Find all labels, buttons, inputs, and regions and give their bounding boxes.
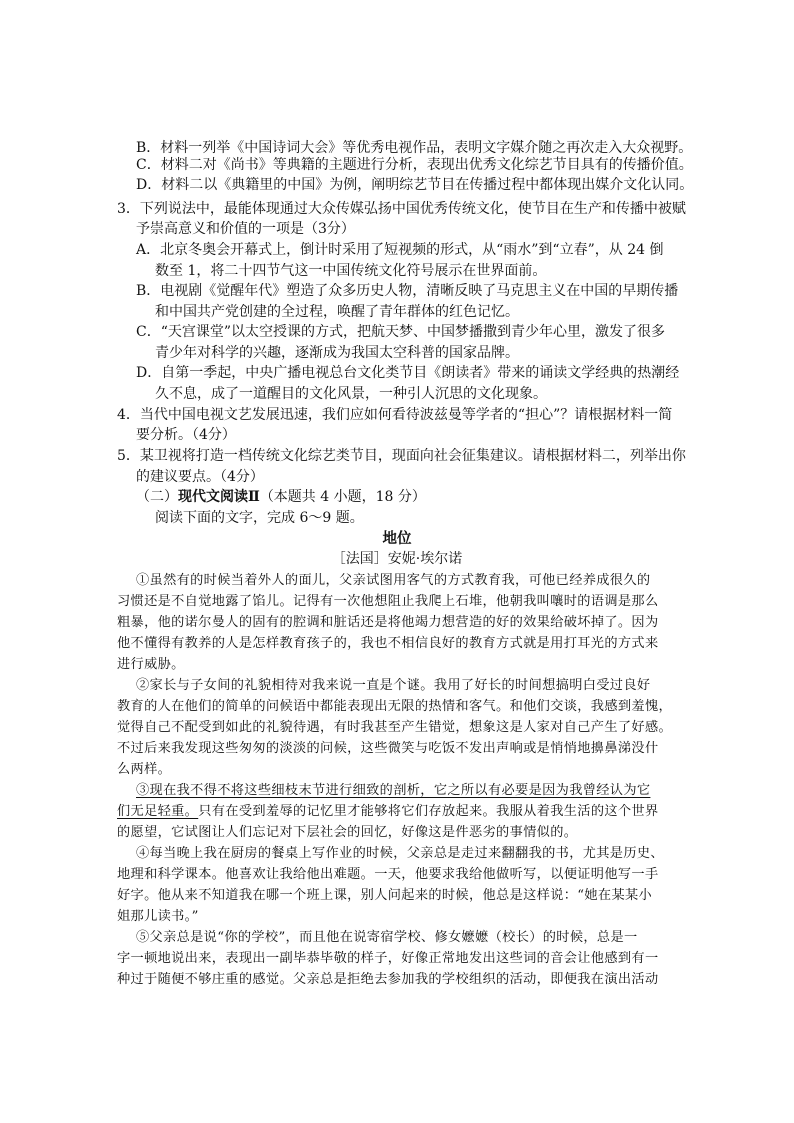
- p2-line2: 教育的人在他们的简单的问候语中都能表现出无限的热情和客气。和他们交谈，我感到羞愧，: [117, 699, 673, 714]
- q3-option-d-line1: D．自第一季起，中央广播电视总台文化类节目《朗读者》带来的诵读文学经典的热潮经: [136, 365, 680, 381]
- q3-option-a-line2: 数至 1，将二十四节气这一中国传统文化符号展示在世界面前。: [155, 263, 547, 279]
- p4-line1: ④每当晚上我在厨房的餐桌上写作业的时候，父亲总是走过来翻翻我的书，尤其是历史、: [136, 846, 664, 861]
- passage-author: ［法国］安妮·埃尔诺: [331, 551, 463, 567]
- p1-line2: 习惯还是不自觉地露了馅儿。记得有一次他想阻止我爬上石堆，他朝我叫嚷时的语调是那么: [117, 594, 659, 609]
- p1-line3: 粗暴，他的诺尔曼人的固有的腔调和脏话还是将他竭力想营造的好的效果给破坏掉了。因为: [117, 615, 659, 630]
- p2-line3: 觉得自己不配受到如此的礼貌待遇，有时我甚至产生错觉，想象这是人家对自己产生了好感。: [117, 720, 673, 735]
- p2-line5: 么两样。: [117, 762, 172, 777]
- q3-option-d-line2: 久不息，成了一道醒目的文化风景，一种引人沉思的文化现象。: [155, 386, 547, 402]
- section-heading-title: 现代文阅读Ⅱ: [178, 489, 260, 505]
- q3-option-b-line2: 和中国共产党创建的全过程，唤醒了青年群体的红色记忆。: [155, 304, 519, 320]
- question-3-line2: 予崇高意义和价值的一项是（3分）: [136, 221, 355, 237]
- q3-option-c-line2: 青少年对科学的兴趣，逐渐成为我国太空科普的国家品牌。: [155, 345, 519, 361]
- p5-line1: ⑤父亲总是说“你的学校”，而且他在说寄宿学校、修女嬷嬷（校长）的时候，总是一: [136, 930, 638, 945]
- p1-line5: 进行威胁。: [117, 657, 185, 672]
- q3-option-a-line1: A．北京冬奥会开幕式上，倒计时采用了短视频的形式，从“雨水”到“立春”，从 24 倒: [136, 242, 664, 258]
- p3-line1-underlined: ③现在我不得不将这些细枝末节进行细致的剖析，它之所以有必要是因为我曾经认为它: [136, 783, 651, 798]
- p4-line4: 姐那儿读书。”: [117, 909, 199, 924]
- question-4-line2: 要分析。（4分）: [136, 427, 236, 443]
- p2-line1: ②家长与子女间的礼貌相待对我来说一直是个谜。我用了好长的时间想搞明白受过良好: [136, 678, 651, 693]
- section-heading-prefix: （二）: [136, 489, 178, 505]
- p2-line4: 不过后来我发现这些匆匆的淡淡的问候，这些微笑与吃饭不发出声响或是悄悄地擤鼻涕没什: [117, 741, 659, 756]
- p3-line2-rest: 只有在受到羞辱的记忆里才能够将它们存放起来。我服从着我生活的这个世界: [198, 804, 659, 819]
- passage-title: 地位: [382, 530, 412, 547]
- section-heading: [136, 487, 426, 507]
- p4-line3: 好字。他从来不知道我在哪一个班上课，别人问起来的时候，他总是这样说：“她在某某小: [117, 888, 653, 903]
- question-5-line1: 5．某卫视将打造一档传统文化综艺类节目，现面向社会征集建议。请根据材料二，列举出你: [117, 448, 686, 464]
- section-heading-suffix: （本题共 4 小题，18 分）: [259, 489, 426, 505]
- option-c-prev: C．材料二对《尚书》等典籍的主题进行分析，表现出优秀文化综艺节目具有的传播价值。: [136, 157, 693, 173]
- p3-line2-underlined: 们无足轻重。: [117, 804, 199, 819]
- question-3-line1: 3．下列说法中，最能体现通过大众传媒弘扬中国优秀传统文化，使节目在生产和传播中被赋: [117, 201, 686, 217]
- p3-line3: 的愿望，它试图让人们忘记对下层社会的回忆，好像这是件恶劣的事情似的。: [117, 825, 578, 840]
- p1-line4: 他不懂得有教养的人是怎样教育孩子的，我也不相信良好的教育方式就是用打耳光的方式来: [117, 636, 659, 651]
- q3-option-b-line1: B．电视剧《觉醒年代》塑造了众多历史人物，清晰反映了马克思主义在中国的早期传播: [136, 283, 679, 299]
- q3-option-c-line1: C．“天宫课堂”以太空授课的方式，把航天梦、中国梦播撒到青少年心里，激发了很多: [136, 324, 666, 340]
- option-b-prev: B．材料一列举《中国诗词大会》等优秀电视作品，表明文字媒介随之再次走入大众视野。: [136, 140, 693, 156]
- question-4-line1: 4．当代中国电视文艺发展迅速，我们应如何看待波兹曼等学者的“担心”？请根据材料一简: [117, 407, 673, 423]
- option-d-prev: D．材料二以《典籍里的中国》为例，阐明综艺节目在传播过程中都体现出媒介文化认同。: [136, 177, 694, 193]
- p5-line2: 字一顿地说出来，表现出一副毕恭毕敬的样子，好像正常地发出这些词的音会让他感到有一: [117, 951, 659, 966]
- section-instruction: 阅读下面的文字，完成 6～9 题。: [155, 510, 364, 526]
- p1-line1: ①虽然有的时候当着外人的面儿，父亲试图用客气的方式教育我，可他已经养成很久的: [136, 573, 651, 588]
- p5-line3: 种过于随便不够庄重的感觉。父亲总是拒绝去参加我的学校组织的活动，即便我在演出活动: [117, 972, 659, 987]
- p3-line2: [117, 802, 659, 822]
- p4-line2: 地理和科学课本。他喜欢让我给他出难题。一天，他要求我给他做听写，以便证明他写一手: [117, 867, 659, 882]
- question-5-line2: 的建议要点。（4分）: [136, 469, 264, 485]
